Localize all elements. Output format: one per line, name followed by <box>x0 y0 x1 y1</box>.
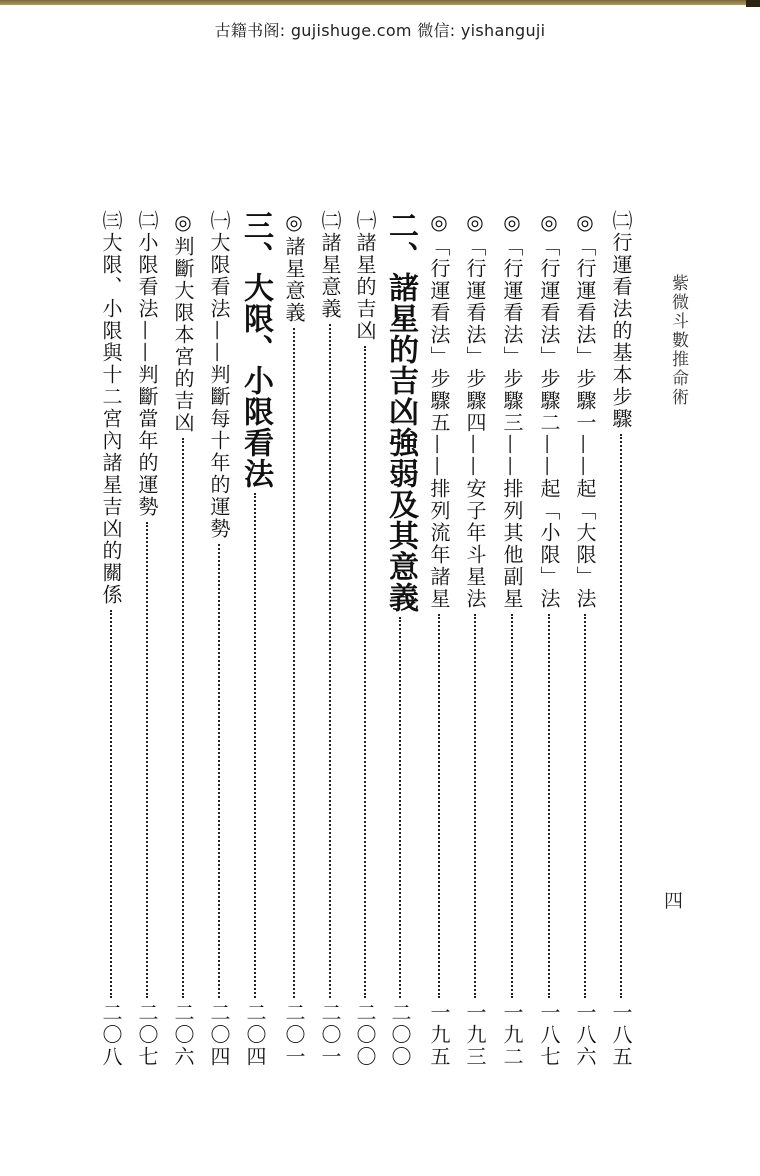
toc-entry-title: ◎「行運看法」步驟三——排列其他副星 <box>500 210 524 610</box>
dot-leader <box>146 522 148 998</box>
toc-entry-title: ㈡小限看法——判斷當年的運勢 <box>135 210 159 518</box>
toc-entry-page: 一八七 <box>537 1002 561 1068</box>
top-border <box>0 0 760 5</box>
toc-entry-page: 二〇一 <box>318 1002 342 1068</box>
dot-leader <box>620 434 622 998</box>
toc-entry-page: 一九二 <box>500 1002 524 1068</box>
toc-entry <box>606 210 636 1068</box>
toc-entry-title: ◎「行運看法」步驟二——起「小限」法 <box>537 210 561 610</box>
toc-entry-page: 一九五 <box>427 1002 451 1068</box>
dot-leader <box>329 324 331 998</box>
toc-entry-page: 二〇八 <box>99 1002 123 1068</box>
toc-entry <box>350 210 380 1068</box>
toc-entry <box>424 210 454 1068</box>
toc-entry-title: 二、諸星的吉凶強弱及其意義 <box>383 210 418 613</box>
dot-leader <box>182 438 184 998</box>
dot-leader <box>364 346 366 998</box>
toc-entry-title: ◎判斷大限本宮的吉凶 <box>171 210 195 434</box>
toc-entry-page: 一九三 <box>463 1002 487 1068</box>
toc-entry-page: 二〇〇 <box>353 1002 377 1068</box>
toc-entry-page: 二〇〇 <box>388 1002 412 1068</box>
dot-leader <box>548 614 550 998</box>
dot-leader <box>399 617 401 998</box>
toc-entry <box>132 210 162 1068</box>
toc-entry <box>534 210 564 1068</box>
toc-entry-title: ㈠諸星的吉凶 <box>353 210 377 342</box>
dot-leader <box>110 610 112 998</box>
page-number: 四 <box>664 890 684 912</box>
toc-entry-page: 一八五 <box>609 1002 633 1068</box>
toc-entry <box>315 210 345 1068</box>
dot-leader <box>254 493 256 998</box>
toc-entry-title: ㈡諸星意義 <box>318 210 342 320</box>
dot-leader <box>474 614 476 998</box>
running-header-title: 紫微斗數推命術 <box>668 274 688 407</box>
toc-entry-title: ㈠大限看法——判斷每十年的運勢 <box>207 210 231 540</box>
toc-entry-page: 二〇四 <box>207 1002 231 1068</box>
toc-entry-title: ◎「行運看法」步驟一——起「大限」法 <box>573 210 597 610</box>
toc-entry <box>279 210 309 1068</box>
toc-entry <box>460 210 490 1068</box>
toc-entry-page: 二〇七 <box>135 1002 159 1068</box>
toc-entry <box>570 210 600 1068</box>
dot-leader <box>293 328 295 998</box>
toc-entry-title: ◎諸星意義 <box>282 210 306 324</box>
toc-entry <box>204 210 234 1068</box>
toc-entry-page: 一八六 <box>573 1002 597 1068</box>
toc-entry-title: ㈡行運看法的基本步驟 <box>609 210 633 430</box>
toc-entry <box>96 210 126 1068</box>
toc-entry-page: 二〇六 <box>171 1002 195 1068</box>
toc-entry-page: 二〇一 <box>282 1002 306 1068</box>
top-border-corner <box>746 0 760 7</box>
toc-entry-page: 二〇四 <box>243 1002 267 1068</box>
dot-leader <box>584 614 586 998</box>
toc-entry <box>238 210 273 1068</box>
dot-leader <box>511 614 513 998</box>
watermark: 古籍书阁: gujishuge.com 微信: yishanguji <box>214 21 546 40</box>
toc-entry-title: ◎「行運看法」步驟五——排列流年諸星 <box>427 210 451 610</box>
toc-entry-title: 三、大限、小限看法 <box>238 210 273 489</box>
dot-leader <box>218 544 220 998</box>
toc-entry <box>383 210 418 1068</box>
toc-entry <box>168 210 198 1068</box>
toc-entry-title: ◎「行運看法」步驟四——安子年斗星法 <box>463 210 487 610</box>
dot-leader <box>438 614 440 998</box>
toc-entry-title: ㈢大限、小限與十二宮內諸星吉凶的關係 <box>99 210 123 606</box>
toc-entry <box>497 210 527 1068</box>
